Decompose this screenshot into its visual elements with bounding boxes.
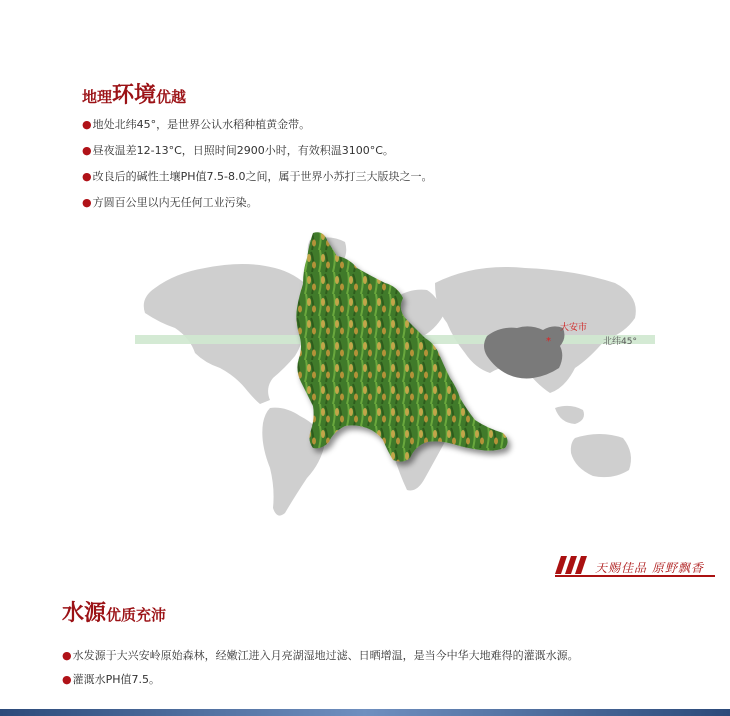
- bottom-bar: [0, 709, 730, 716]
- list-item: ●昼夜温差12-13°C，日照时间2900小时，有效积温3100°C。: [82, 144, 394, 157]
- title-suffix: 优越: [156, 88, 187, 106]
- section-title-environment: [82, 78, 186, 109]
- bullet-dot-icon: ●: [82, 170, 92, 183]
- title-emphasis: 环境: [112, 83, 157, 108]
- list-item: ●地处北纬45°，是世界公认水稻种植黄金带。: [82, 118, 311, 131]
- bullet-dot-icon: ●: [82, 196, 92, 209]
- title-suffix: 优质充沛: [106, 606, 167, 624]
- city-marker-icon: *: [546, 336, 551, 347]
- list-item: ●改良后的碱性土壤PH值7.5-8.0之间，属于世界小苏打三大版块之一。: [82, 170, 433, 183]
- bullet-dot-icon: ●: [82, 144, 92, 157]
- bullet-dot-icon: ●: [82, 118, 92, 131]
- world-map-svg: [135, 228, 655, 528]
- list-item: ●方圆百公里以内无任何工业污染。: [82, 196, 258, 209]
- bullet-dot-icon: ●: [62, 673, 72, 686]
- water-bullet-list: [62, 649, 702, 693]
- china-shape: [484, 326, 564, 378]
- slogan-stripes-icon: [555, 556, 589, 574]
- latitude-label: 北纬45°: [603, 337, 637, 347]
- list-item: ●灌溉水PH值7.5。: [62, 673, 161, 686]
- slogan-banner: [555, 554, 715, 580]
- title-emphasis: 水源: [62, 601, 107, 626]
- southeast-asia-islands-shape: [555, 406, 584, 424]
- title-prefix: 地理: [82, 88, 113, 106]
- australia-shape: [571, 434, 631, 477]
- slogan-text: 天赐佳品 原野飘香: [595, 561, 704, 575]
- environment-bullet-list: [82, 118, 602, 208]
- world-map-illustration: [135, 228, 655, 528]
- slogan-underline: [555, 575, 715, 577]
- section-title-water: [62, 596, 166, 627]
- list-item: ●水发源于大兴安岭原始森林，经嫩江进入月亮湖湿地过滤、日晒增温，是当今中华大地难得的灌溉水源。: [62, 649, 579, 662]
- north-america-shape: [144, 264, 311, 404]
- bullet-dot-icon: ●: [62, 649, 72, 662]
- city-label: 大安市: [560, 323, 588, 333]
